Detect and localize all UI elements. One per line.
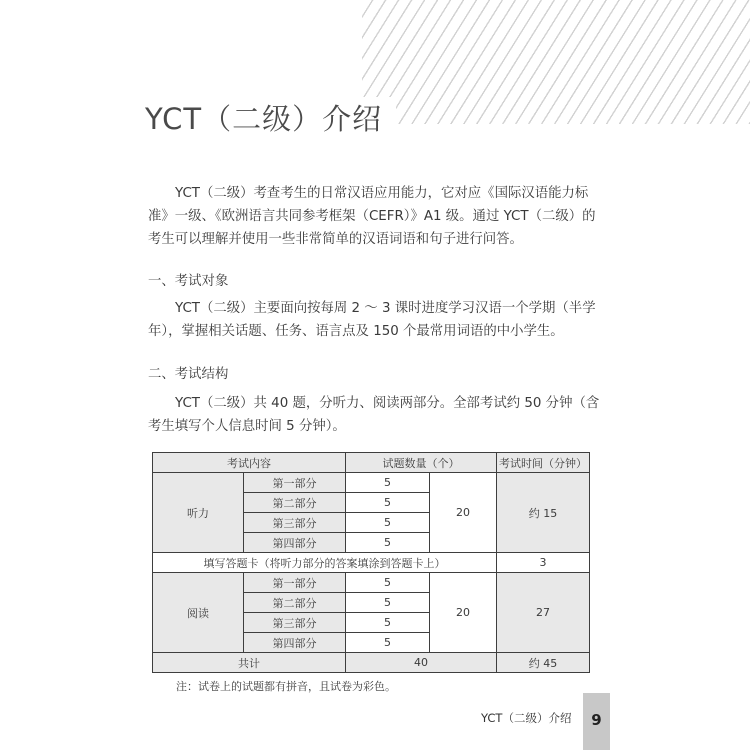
listening-label: 听力: [153, 473, 244, 553]
answer-sheet-time: 3: [497, 553, 590, 573]
header-time: 考试时间（分钟）: [497, 453, 590, 473]
table-row: [153, 553, 590, 573]
part-label: 第三部分: [244, 613, 346, 633]
footer-title: YCT（二级）介绍: [481, 711, 572, 725]
total-count: 40: [346, 653, 497, 673]
part-label: 第一部分: [244, 573, 346, 593]
answer-sheet-label: 填写答题卡（将听力部分的答案填涂到答题卡上）: [153, 553, 497, 573]
section-heading-exam-structure: 二、考试结构: [148, 367, 229, 382]
table-total-row: [153, 653, 590, 673]
intro-paragraph: YCT（二级）考查考生的日常汉语应用能力，它对应《国际汉语能力标准》一级、《欧洲语言共同参考框架（CEFR）》A1 级。通过 YCT（二级）的考生可以理解并使用一些非常简单的汉语词语和句子进行问答。: [148, 186, 596, 247]
section-body-exam-structure: YCT（二级）共 40 题，分听力、阅读两部分。全部考试约 50 分钟（含考生填写个人信息时间 5 分钟）。: [148, 396, 600, 434]
header-count: 试题数量（个）: [346, 453, 497, 473]
part-count: 5: [346, 633, 430, 653]
table-header-row: [153, 453, 590, 473]
section-heading-exam-target: 一、考试对象: [148, 274, 229, 289]
part-count: 5: [346, 613, 430, 633]
section-body-exam-target: YCT（二级）主要面向按每周 2 ～ 3 课时进度学习汉语一个学期（半学年），掌握相关话题、任务、语言点及 150 个最常用词语的中小学生。: [148, 301, 596, 339]
part-count: 5: [346, 573, 430, 593]
reading-time: 27: [497, 573, 590, 653]
part-label: 第二部分: [244, 593, 346, 613]
table-row: [153, 573, 590, 593]
total-time: 约 45: [497, 653, 590, 673]
table-note: 注：试卷上的试题都有拼音，且试卷为彩色。: [176, 680, 396, 693]
part-label: 第四部分: [244, 533, 346, 553]
reading-total: 20: [430, 573, 497, 653]
page-title: YCT（二级）介绍: [145, 97, 396, 138]
part-count: 5: [346, 473, 430, 493]
part-count: 5: [346, 513, 430, 533]
part-label: 第四部分: [244, 633, 346, 653]
table-row: [153, 473, 590, 493]
exam-structure-table: [152, 452, 590, 673]
header-content: 考试内容: [153, 453, 346, 473]
part-count: 5: [346, 593, 430, 613]
part-count: 5: [346, 493, 430, 513]
part-label: 第一部分: [244, 473, 346, 493]
part-label: 第二部分: [244, 493, 346, 513]
page-number: 9: [583, 693, 610, 750]
part-label: 第三部分: [244, 513, 346, 533]
listening-time: 约 15: [497, 473, 590, 553]
listening-total: 20: [430, 473, 497, 553]
part-count: 5: [346, 533, 430, 553]
total-label: 共计: [153, 653, 346, 673]
reading-label: 阅读: [153, 573, 244, 653]
decorative-stripes: [362, 0, 750, 124]
